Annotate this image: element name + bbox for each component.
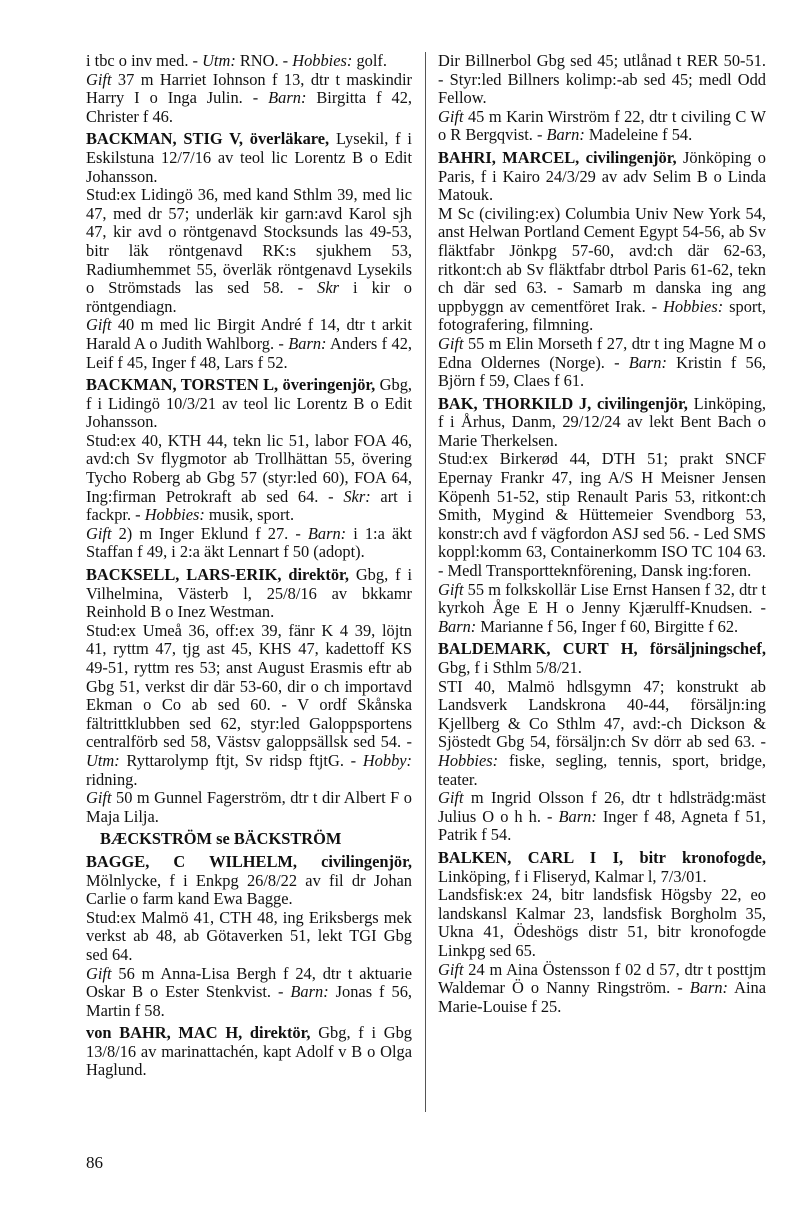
entry-paragraph: Jönköping o Paris, f i Kairo 24/3/29 av adv Selim B o Linda Matouk. xyxy=(438,147,766,205)
entry-paragraph: M Sc (civiling:ex) Columbia Univ New York 54, anst Helwan Portland Cement Egypt 54-56, ab Sv fläktfabr Jönkpg 57-60, avd:ch där 62-63, ritkont:ch ab Sv fläktfabr dtrbol Paris 61-62, tekn ch där sed 63. - Samarb m danska ing ang uppbyggn av cementföret Irak. - Hobbies: sport, fotografering, filmning. xyxy=(438,203,766,335)
entry-heading: von BAHR, MAC H, direktör, xyxy=(86,1023,311,1043)
entry-heading: BAHRI, MARCEL, civilingenjör, xyxy=(438,147,677,167)
entry-paragraph: Stud:ex Umeå 36, off:ex 39, fänr K 4 39, löjtn 41, ryttm 47, tjg ast 45, KHS 47, kadettoff KS 49-51, ryttm res 53; anst August Erasmis eftr ab Gbg 51, verkst dir där 53-60, dir o ch importavd Ekman o Co ab sed 60. - V ordf Skånska fältrittklubben sed 62, styr:led Galoppsportens centralförb sed 58, Västsv galoppsällsk sed 54. - Utm: Ryttarolymp ftjt, Sv ridsp ftjtG. - Hobby: ridning. xyxy=(86,620,412,789)
right-column xyxy=(438,52,766,1020)
entry-paragraph: Gift 40 m med lic Birgit André f 14, dtr t arkit Harald A o Judith Wahlborg. - Barn: Anders f 42, Leif f 45, Inger f 48, Lars f 52. xyxy=(86,315,412,372)
entry-paragraph: Gift m Ingrid Olsson f 26, dtr t hdlsträdg:mäst Julius O o h h. - Barn: Inger f 48, Agneta f 51, Patrik f 54. xyxy=(438,788,766,845)
entry-paragraph: Gift 2) m Inger Eklund f 27. - Barn: i 1:a äkt Staffan f 49, i 2:a äkt Lennart f 50 (adopt). xyxy=(86,523,412,562)
entry-backman-stig xyxy=(86,130,412,372)
entry-heading: BAK, THORKILD J, civilingenjör, xyxy=(438,393,688,413)
entry-paragraph: Dir Billnerbol Gbg sed 45; utlånad t RER 50-51. - Styr:led Billners kolimp:-ab sed 45; medl Odd Fellow. xyxy=(438,51,766,108)
entry-paragraph: Gbg, f i Sthlm 5/8/21. xyxy=(438,658,582,677)
entry-heading: BALDEMARK, CURT H, försäljningschef, xyxy=(438,639,766,659)
entry-paragraph: STI 40, Malmö hdlsgymn 47; konstrukt ab Landsverk Landskrona 40-44, försäljn:ing Kjellberg & Co Sthlm 47, avd:-ch Dickson & Sjöstedt Gbg 54, försäljn:ch Sv dörr ab sed 63. - Hobbies: fiske, segling, tennis, sport, bridge, teater. xyxy=(438,676,766,789)
entry-heading: BACKSELL, LARS-ERIK, direktör, xyxy=(86,565,349,585)
entry-paragraph: Stud:ex Malmö 41, CTH 48, ing Eriksbergs mek verkst ab 48, ab Götaverken 51, lekt TGI Gbg sed 64. xyxy=(86,907,412,964)
entry-paragraph: Stud:ex Birkerød 44, DTH 51; prakt SNCF Epernay Frankr 47, ing A/S H Meisner Jensen Köpenh 51-52, stip Renault Paris 53, ritkont:ch Smith, Mygind & Hüttemeier Svendborg 53, konstr:ch avd f vägfordon ASJ sed 56. - Led SMS koppl:komm 63, Containerkomm ISO TC 104 63. - Medl Transportteknförening, Dansk ing:foren. xyxy=(438,449,766,581)
entry-paragraph: Gift 50 m Gunnel Fagerström, dtr t dir Albert F o Maja Lilja. xyxy=(86,788,412,826)
entry-paragraph: Linköping, f i Århus, Danm, 29/12/24 av lekt Bent Bach o Marie Therkelsen. xyxy=(438,393,766,450)
entry-paragraph: Gift 37 m Harriet Iohnson f 13, dtr t maskindir Harry I o Inga Julin. - Barn: Birgitta f 42, Christer f 46. xyxy=(86,69,412,126)
entry-paragraph: Landsfisk:ex 24, bitr landsfisk Högsby 22, eo landskansl Kalmar 23, landsfisk Borgholm 35, Ukna 41, Ödeshögs distr 51, bitr kronofogde Linkpg sed 65. xyxy=(438,885,766,960)
entry-paragraph: Stud:ex Lidingö 36, med kand Sthlm 39, med lic 47, med dr 57; underläk kir garn:avd Karol sjh 47, kir avd o röntgenavd Stocksunds las 49-53, bitr läk röntgenavd RK:s sjukhem 53, Radiumhemmet 55, överläk röntgenavd Lysekils o Strömstads las sed 58. - Skr i kir o röntgendiagn. xyxy=(86,185,412,316)
entry-paragraph: Stud:ex 40, KTH 44, tekn lic 51, labor FOA 46, avd:ch Sv flygmotor ab Trollhättan 55, övering Tycho Roberg ab Gbg 57 (styr:led 60), FOA 64, Ing:firman Petrokraft ab sed 64. - Skr: art i fackpr. - Hobbies: musik, sport. xyxy=(86,430,412,525)
entry-bak xyxy=(438,395,766,637)
entry-backsell xyxy=(86,566,412,826)
entry-von-bahr xyxy=(86,1024,412,1080)
page-number: 86 xyxy=(86,1153,103,1172)
entry-paragraph: Gift 55 m folkskollär Lise Ernst Hansen f 32, dtr t kyrkoh Åge E H o Jenny Kjærulff-Knudsen. - Barn: Marianne f 56, Inger f 60, Birgitte f 62. xyxy=(438,579,766,636)
entry-paragraph: Gift 55 m Elin Morseth f 27, dtr t ing Magne M o Edna Oldernes (Norge). - Barn: Kristin f 56, Björn f 59, Claes f 61. xyxy=(438,333,766,391)
entry-paragraph: Gbg, f i Vilhelmina, Västerb l, 25/8/16 av bkkamr Reinhold B o Inez Westman. xyxy=(86,565,412,622)
left-column xyxy=(86,52,412,1084)
entry-heading: BACKMAN, TORSTEN L, överingenjör, xyxy=(86,375,376,395)
entry-paragraph: Mölnlycke, f i Enkpg 26/8/22 av fil dr Johan Carlie o farm kand Ewa Bagge. xyxy=(86,870,412,909)
entry-continuation xyxy=(86,52,412,126)
entry-backman-torsten xyxy=(86,376,412,562)
entry-paragraph: Gift 56 m Anna-Lisa Bergh f 24, dtr t aktuarie Oskar B o Ester Stenkvist. - Barn: Jonas f 56, Martin f 58. xyxy=(86,963,412,1020)
entry-bagge xyxy=(86,853,412,1020)
entry-paragraph: Lysekil, f i Eskilstuna 12/7/16 av teol lic Lorentz B o Edit Johansson. xyxy=(86,129,412,186)
entry-paragraph: Gift 24 m Aina Östensson f 02 d 57, dtr t posttjm Waldemar Ö o Nanny Ringström. - Barn: Aina Marie-Louise f 25. xyxy=(438,959,766,1016)
entry-paragraph: i tbc o inv med. - Utm: RNO. - Hobbies: golf. xyxy=(86,51,387,70)
entry-continuation-right xyxy=(438,52,766,145)
entry-paragraph: Linköping, f i Fliseryd, Kalmar l, 7/3/01. xyxy=(438,866,707,886)
entry-paragraph: Gbg, f i Gbg 13/8/16 av marinattachén, kapt Adolf v B o Olga Haglund. xyxy=(86,1023,412,1080)
entry-bahri xyxy=(438,149,766,391)
cross-reference: BÆCKSTRÖM se BÄCKSTRÖM xyxy=(100,829,342,849)
column-divider xyxy=(425,52,426,1112)
entry-paragraph: Gbg, f i Lidingö 10/3/21 av teol lic Lorentz B o Edit Johansson. xyxy=(86,375,412,432)
entry-heading: BAGGE, C WILHELM, civilingenjör, xyxy=(86,851,412,871)
entry-heading: BALKEN, CARL I I, bitr kronofogde, xyxy=(438,847,766,867)
entry-heading: BACKMAN, STIG V, överläkare, xyxy=(86,129,330,149)
entry-baldemark xyxy=(438,640,766,845)
entry-balken xyxy=(438,849,766,1016)
entry-paragraph: Gift 45 m Karin Wirström f 22, dtr t civiling C W o R Bergqvist. - Barn: Madeleine f 54. xyxy=(438,106,766,145)
